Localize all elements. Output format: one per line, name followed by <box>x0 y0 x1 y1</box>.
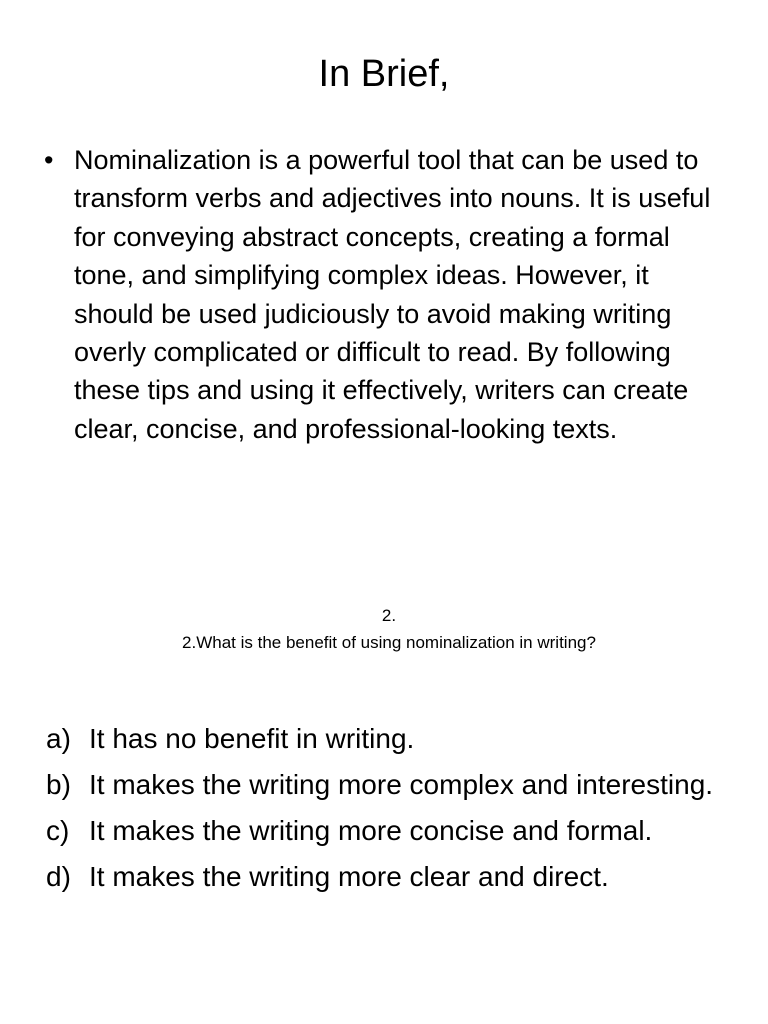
page-title: In Brief, <box>318 53 450 95</box>
option-letter: a) <box>46 723 71 754</box>
summary-text: Nominalization is a powerful tool that can be used to transform verbs and adjectives into nouns. It is useful for conveying abstract concepts, creating a formal tone, and simplifying complex ideas. However, it should be used judiciously to avoid making writing overly complicated or difficult to read. By following these tips and using it effectively, writers can create clear, concise, and professional-looking texts. <box>74 145 711 444</box>
option-letter: d) <box>46 861 71 892</box>
question-number: 2. <box>381 606 397 625</box>
answer-options <box>46 718 726 902</box>
option-letter: b) <box>46 769 71 800</box>
option-text: It makes the writing more complex and interesting. <box>89 769 714 800</box>
summary-list <box>44 141 724 448</box>
question-text: 2.What is the benefit of using nominalization in writing? <box>182 633 596 652</box>
option-c <box>46 810 726 852</box>
summary-paragraph <box>44 141 724 448</box>
option-b <box>46 764 726 806</box>
option-d <box>46 856 726 898</box>
option-text: It makes the writing more concise and formal. <box>89 815 653 846</box>
option-text: It has no benefit in writing. <box>89 723 415 754</box>
option-a <box>46 718 726 760</box>
bullet-icon: • <box>44 145 54 175</box>
option-text: It makes the writing more clear and direct. <box>89 861 609 892</box>
option-letter: c) <box>46 815 70 846</box>
